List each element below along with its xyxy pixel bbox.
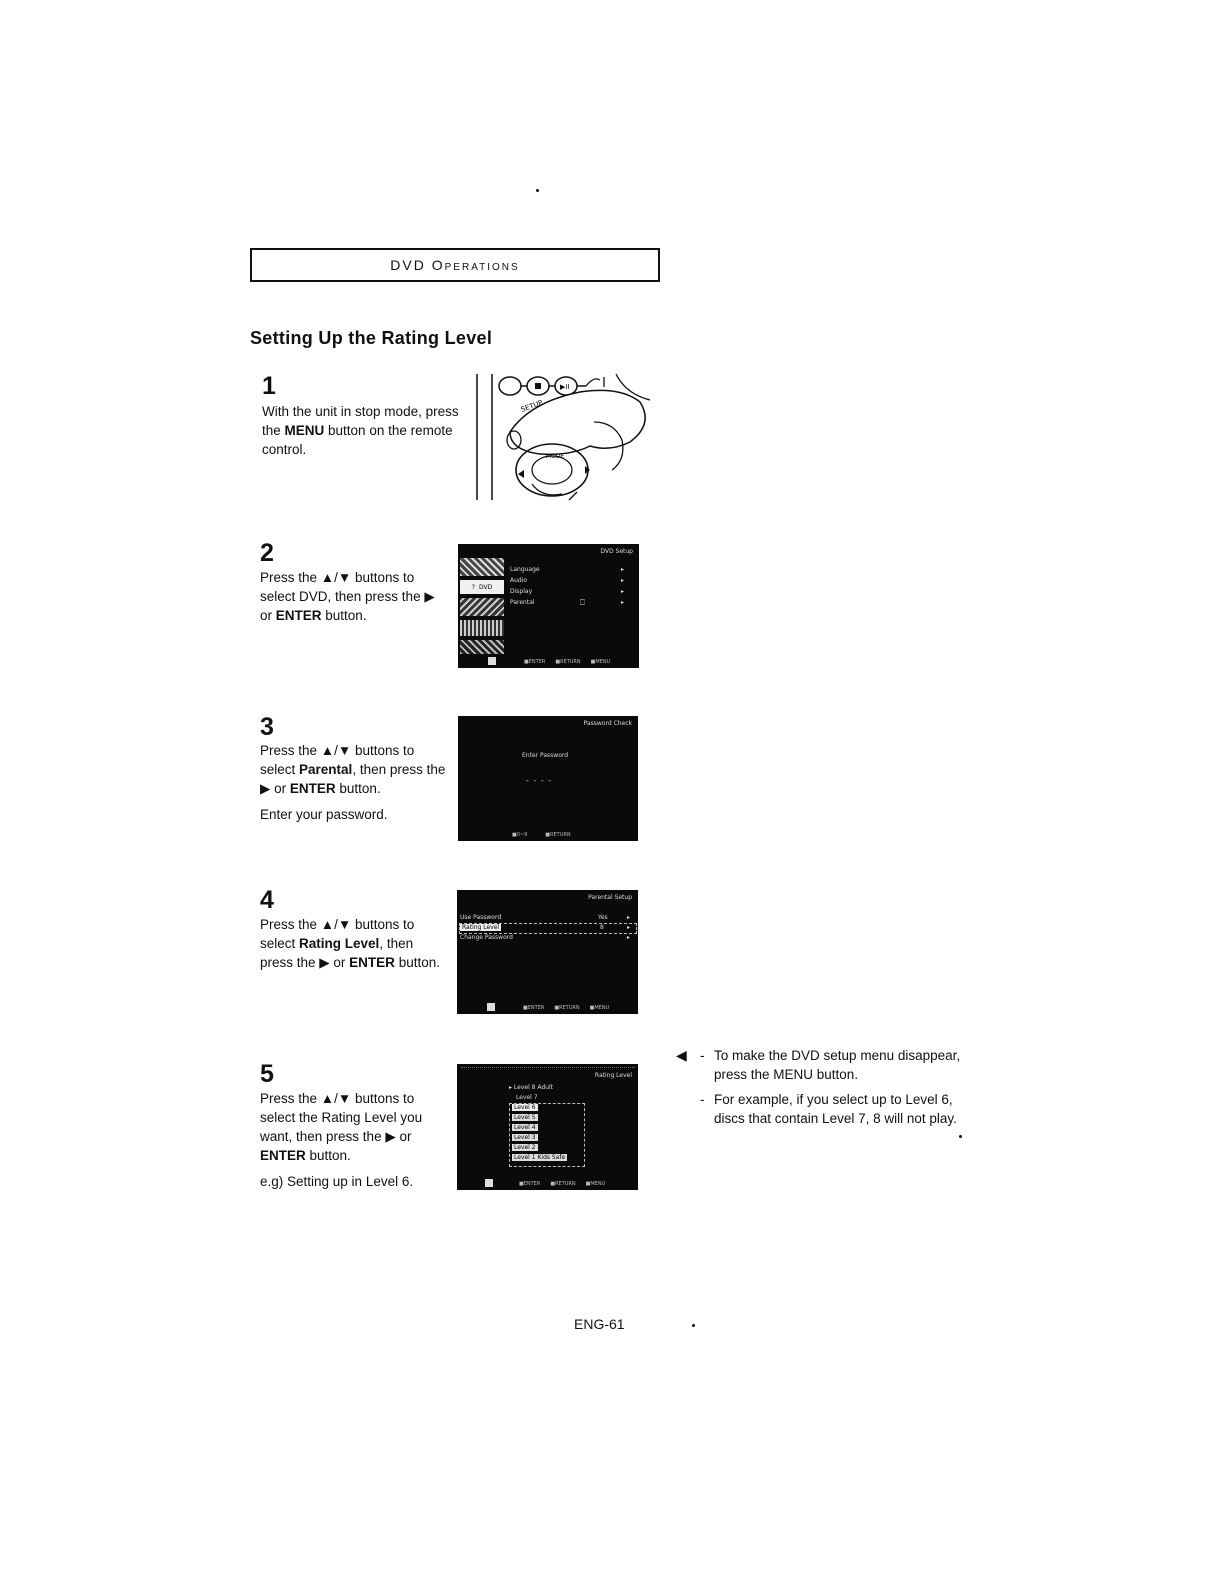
note-item: ◀ - To make the DVD setup menu disappear, press the MENU button. — [676, 1047, 961, 1082]
scan-speck — [959, 1135, 962, 1138]
step-note: Enter your password. — [260, 807, 388, 822]
menu-item: Language — [510, 566, 540, 573]
menu-item: Audio — [510, 577, 528, 584]
scan-speck — [692, 1324, 695, 1327]
menu-item-value: 8 — [600, 924, 604, 931]
display-icon — [460, 640, 504, 654]
menu-item: Change Password — [460, 934, 513, 941]
notes — [676, 1046, 966, 1128]
screen-footer: ■ ENTER ■ RETURN ■ MENU — [524, 659, 610, 665]
menu-item-selected: Rating Level — [462, 924, 500, 931]
menu-item: Parental — [510, 599, 535, 606]
step-number: 2 — [260, 539, 274, 567]
screen-footer: ■ 0~9 ■ RETURN — [512, 832, 571, 838]
submenu-arrow-icon: ▸ — [627, 914, 631, 921]
rating-option: Level 5 — [514, 1114, 536, 1121]
rating-list — [509, 1084, 585, 1164]
section-header-label: DVD Operations — [390, 257, 520, 273]
screen-title: Rating Level — [594, 1072, 632, 1079]
note-pointer-icon: ◀ — [676, 1047, 687, 1063]
menu-item-value: Yes — [598, 914, 608, 921]
step-instruction: Press the ▲/▼ buttons to select Rating Level, then press the ▶ or ENTER button. — [260, 917, 440, 970]
rating-level-screen — [457, 1064, 638, 1190]
submenu-arrow-icon: ▸ — [621, 599, 625, 606]
password-prompt: Enter Password — [522, 752, 569, 759]
dotted-divider — [461, 1067, 635, 1068]
screen-footer: ■ ENTER ■ RETURN ■ MENU — [523, 1005, 609, 1011]
menu-item: Display — [510, 588, 533, 595]
dvd-menu-item: ? DVD — [460, 580, 504, 594]
step-note: e.g) Setting up in Level 6. — [260, 1174, 414, 1189]
nav-icon — [488, 657, 496, 665]
submenu-arrow-icon: ▸ — [621, 566, 625, 573]
page-title: Setting Up the Rating Level — [250, 328, 493, 348]
section-header — [250, 248, 660, 282]
note-dash: - — [700, 1048, 705, 1063]
submenu-arrow-icon: ▸ — [621, 577, 625, 584]
step-instruction: Press the ▲/▼ buttons to select DVD, then press the ▶ or ENTER button. — [260, 570, 435, 623]
screen-footer: ■ ENTER ■ RETURN ■ MENU — [519, 1181, 605, 1187]
submenu-arrow-icon: ▸ — [621, 588, 625, 595]
note-item: - For example, if you select up to Level 6, discs that contain Level 7, 8 will not play. — [700, 1092, 957, 1126]
nav-icon — [485, 1179, 493, 1187]
note-dash: - — [700, 1092, 705, 1107]
submenu-arrow-icon: ▸ — [627, 934, 631, 941]
step-instruction: Press the ▲/▼ buttons to select Parental, then press the ▶ or ENTER button. — [260, 743, 446, 796]
setup-icon — [460, 598, 504, 616]
svg-text:▶II: ▶II — [560, 383, 570, 391]
dvd-setup-screen — [458, 544, 639, 668]
dvd-icon: ? — [471, 583, 475, 591]
svg-text:MODE: MODE — [546, 453, 565, 460]
step-number: 4 — [260, 886, 274, 914]
svg-text:SETUP: SETUP — [519, 398, 544, 414]
page-number: ENG-61 — [574, 1316, 625, 1332]
step-number: 5 — [260, 1060, 274, 1088]
rating-option: Level 7 — [516, 1094, 538, 1101]
menu-item: Use Password — [460, 914, 502, 921]
scan-speck — [536, 189, 539, 192]
screen-title: DVD Setup — [600, 548, 633, 555]
sidebar-icon-column — [460, 558, 506, 654]
password-mask: - - - - — [526, 776, 553, 785]
step-instruction: With the unit in stop mode, press the MENU button on the remote control. — [262, 404, 459, 457]
step-number: 3 — [260, 713, 274, 741]
rating-option: Level 2 — [514, 1144, 536, 1151]
rating-option: ▸ Level 8 Adult — [509, 1084, 554, 1091]
parental-setup-screen — [457, 890, 638, 1014]
screen-title: Parental Setup — [588, 894, 632, 901]
audio-icon — [460, 620, 504, 636]
rating-option: Level 4 — [514, 1124, 536, 1131]
submenu-arrow-icon: ▸ — [627, 924, 631, 931]
rating-option-selected: Level 6 — [514, 1104, 536, 1111]
step-number: 1 — [262, 372, 276, 400]
lock-icon: ⎕ — [580, 598, 585, 607]
step-instruction: Press the ▲/▼ buttons to select the Rating Level you want, then press the ▶ or ENTER button. — [260, 1091, 423, 1163]
screen-title: Password Check — [583, 720, 632, 727]
rating-option: Level 3 — [514, 1134, 536, 1141]
remote-control-illustration — [474, 372, 654, 502]
rating-option: Level 1 Kids Safe — [514, 1154, 566, 1161]
disc-menu-icon — [460, 558, 504, 576]
nav-icon — [487, 1003, 495, 1011]
password-check-screen — [458, 716, 638, 841]
